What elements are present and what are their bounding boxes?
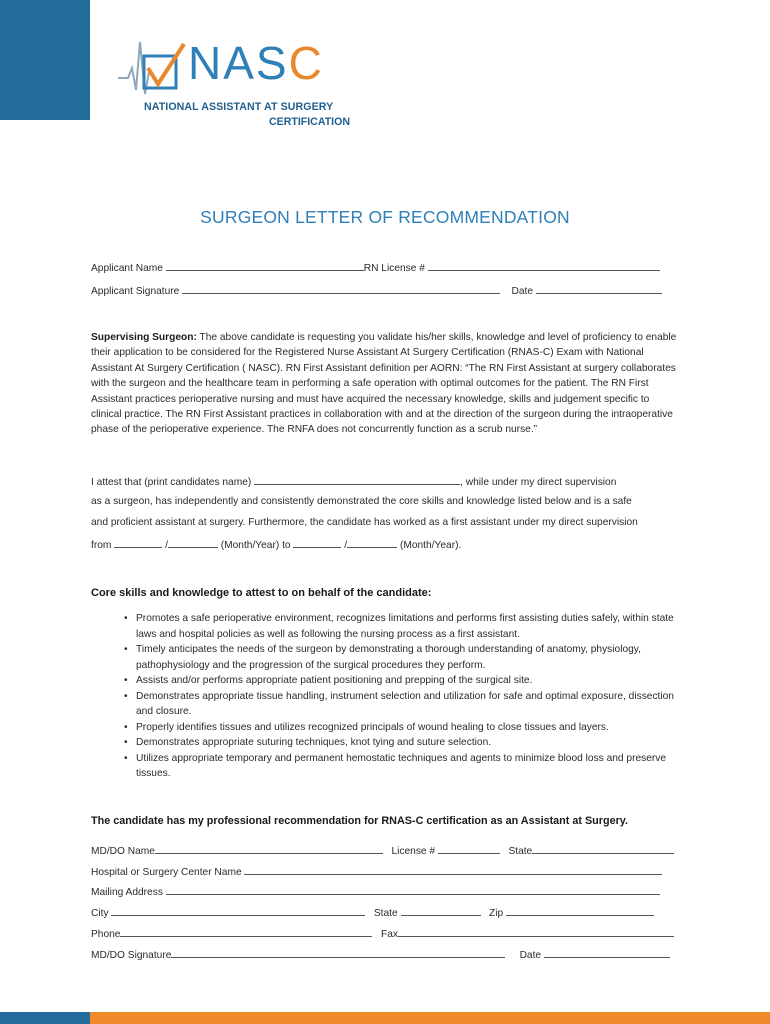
applicant-date-field[interactable] <box>536 284 662 294</box>
md-name-field[interactable] <box>155 844 383 854</box>
recommendation-heading: The candidate has my professional recommendation for RNAS-C certification as an Assistant at Surgery. <box>91 815 628 827</box>
from-month-field[interactable] <box>114 538 162 548</box>
footer-color-bar <box>0 1012 770 1024</box>
from-slash: / <box>165 540 168 551</box>
hospital-row <box>91 865 675 878</box>
zip-field[interactable] <box>506 906 654 916</box>
phone-label: Phone <box>91 929 121 940</box>
md-name-row <box>91 844 675 857</box>
fax-label: Fax <box>380 929 398 940</box>
zip-label: Zip <box>489 908 504 919</box>
city-row <box>91 906 675 919</box>
hospital-field[interactable] <box>244 865 662 875</box>
applicant-date-label: Date <box>511 286 534 297</box>
supervising-surgeon-body: The above candidate is requesting you validate his/her skills, knowledge and level of proficiency to enable their application to be considered for the Registered Nurse Assistant At Surgery Certification (RNAS-C) Exam with National Assistant At Surgery Certification ( NASC). RN First Assistant definition per AORN: “The RN First Assistant at surgery collaborates with the surgeon and the healthcare team in performing a safe operation with optimal outcomes for the patient. The RN First Assistant practices perioperative nursing and must have acquired the necessary knowledge, skills and judgement specific to clinical practice. The RN First Assistant practices in collaboration with and at the direction of the surgeon during the intraoperative phase of the perioperative experience. The RNFA does not concurrently function as a scrub nurse.” <box>91 332 677 436</box>
footer-bar-orange <box>90 1012 770 1024</box>
list-item: • Timely anticipates the needs of the surgeon by demonstrating a thorough understanding of anatomy, physiology, pathophysiology and the progression of the surgical procedures they perform. <box>124 642 686 673</box>
logo-tagline-line2: CERTIFICATION <box>268 116 350 128</box>
md-name-label: MD/DO Name <box>91 846 155 857</box>
fax-field[interactable] <box>398 927 674 937</box>
city-label: City <box>91 908 109 919</box>
core-skills-heading: Core skills and knowledge to attest to on behalf of the candidate: <box>91 587 432 599</box>
footer-bar-blue <box>0 1012 90 1024</box>
list-item: • Properly identifies tissues and utilizes recognized principals of wound healing to close tissues and layers. <box>124 720 686 736</box>
hospital-label: Hospital or Surgery Center Name <box>91 867 242 878</box>
license-label: License # <box>391 846 436 857</box>
attest-date-range-row <box>91 538 675 551</box>
logo-tagline-line1: NATIONAL ASSISTANT AT SURGERY <box>144 101 334 113</box>
supervising-surgeon-paragraph <box>91 330 681 438</box>
md-signature-row <box>91 948 675 961</box>
list-item: • Utilizes appropriate temporary and permanent hemostatic techniques and agents to minimize blood loss and preserve tissues. <box>124 751 686 782</box>
md-date-field[interactable] <box>544 948 670 958</box>
attest-line-2: as a surgeon, has independently and consistently demonstrated the core skills and knowledge listed below and is a safe <box>91 496 632 507</box>
mailing-address-label: Mailing Address <box>91 887 163 898</box>
rn-license-label: RN License # <box>363 263 425 274</box>
page-title: SURGEON LETTER OF RECOMMENDATION <box>200 207 570 227</box>
mailing-address-field[interactable] <box>166 885 660 895</box>
license-field[interactable] <box>438 844 500 854</box>
md-signature-label: MD/DO Signature <box>91 950 172 961</box>
to-month-field[interactable] <box>293 538 341 548</box>
md-signature-field[interactable] <box>171 948 505 958</box>
candidate-name-field[interactable] <box>254 475 460 485</box>
list-item: • Demonstrates appropriate suturing techniques, knot tying and suture selection. <box>124 735 686 751</box>
md-date-label: Date <box>519 950 542 961</box>
city-field[interactable] <box>111 906 365 916</box>
end-label: (Month/Year). <box>399 540 462 551</box>
mailing-address-row <box>91 885 675 898</box>
list-item: • Assists and/or performs appropriate patient positioning and prepping of the surgical site. <box>124 673 686 689</box>
state-label: State <box>508 846 533 857</box>
city-state-label: State <box>373 908 398 919</box>
list-item: • Demonstrates appropriate tissue handling, instrument selection and utilization for safe and optimal exposure, dissection and closure. <box>124 689 686 720</box>
core-skills-list <box>124 611 686 782</box>
checkmark-pulse-icon <box>118 38 198 102</box>
corner-accent-block <box>0 0 90 120</box>
applicant-signature-label: Applicant Signature <box>91 286 180 297</box>
logo-wordmark: NASC <box>188 37 324 89</box>
list-item: • Promotes a safe perioperative environment, recognizes limitations and performs first assisting duties safely, within state laws and hospital policies as well as following the nursing process as a first assistant. <box>124 611 686 642</box>
supervising-surgeon-lead: Supervising Surgeon: <box>91 332 197 343</box>
phone-field[interactable] <box>120 927 372 937</box>
city-state-field[interactable] <box>401 906 481 916</box>
attest-line-1 <box>91 475 675 488</box>
to-slash: / <box>344 540 348 551</box>
to-label: (Month/Year) to <box>220 540 291 551</box>
attest-label: I attest that (print candidates name) <box>91 477 252 488</box>
applicant-name-row <box>91 261 675 274</box>
applicant-name-label: Applicant Name <box>91 263 163 274</box>
state-field[interactable] <box>532 844 674 854</box>
attest-supervision-text: , while under my direct supervision <box>460 477 617 488</box>
attest-line-3: and proficient assistant at surgery. Furthermore, the candidate has worked as a first assistant under my direct supervision <box>91 517 638 528</box>
nasc-logo <box>118 38 378 130</box>
from-label: from <box>91 540 112 551</box>
applicant-signature-field[interactable] <box>182 284 500 294</box>
applicant-name-field[interactable] <box>166 261 364 271</box>
rn-license-field[interactable] <box>428 261 660 271</box>
phone-row <box>91 927 675 940</box>
applicant-signature-row <box>91 284 675 297</box>
from-year-field[interactable] <box>168 538 218 548</box>
to-year-field[interactable] <box>347 538 397 548</box>
